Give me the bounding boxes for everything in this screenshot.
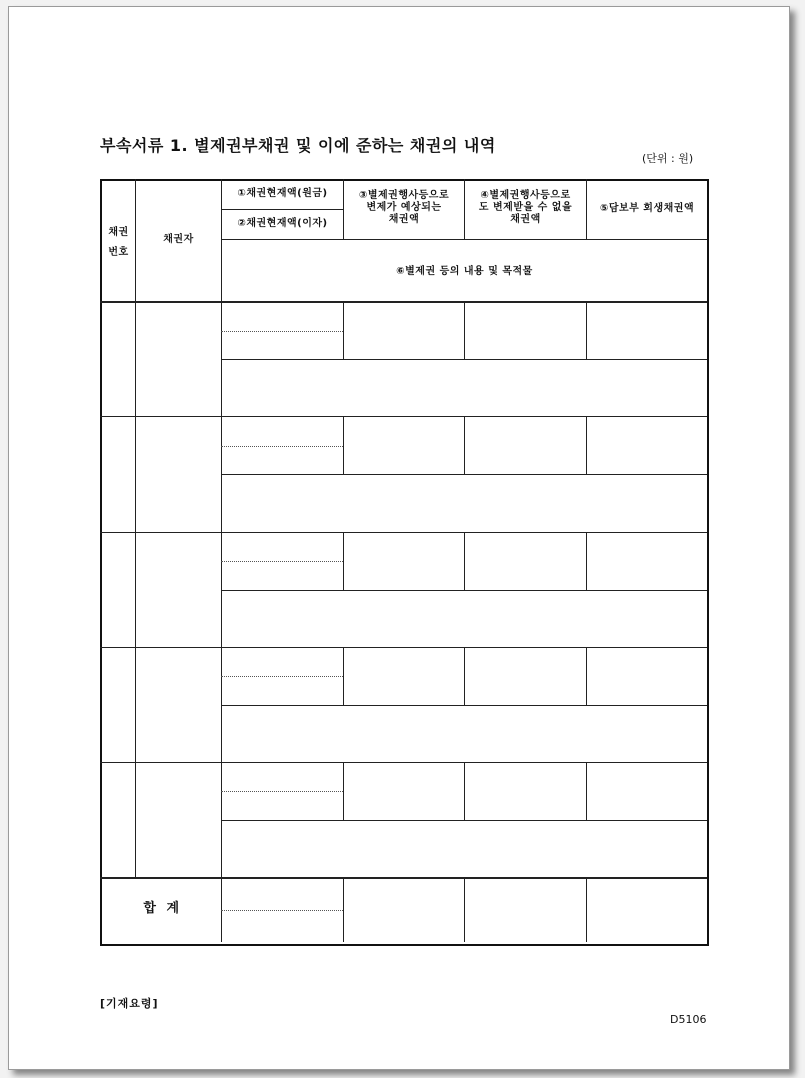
entry-amount-split bbox=[221, 820, 707, 821]
entry-amount-split bbox=[221, 474, 707, 475]
total-row-top bbox=[100, 877, 707, 879]
divider-after-number bbox=[135, 179, 136, 878]
entry-divider bbox=[464, 417, 465, 474]
header-secured-claim: ⑤담보부 회생채권액 bbox=[599, 203, 695, 214]
entry-divider bbox=[586, 763, 587, 820]
entry-divider bbox=[464, 648, 465, 705]
entry-divider bbox=[464, 302, 465, 359]
entry-row-bottom bbox=[100, 762, 707, 763]
entry-amount-split bbox=[221, 705, 707, 706]
total-divider bbox=[343, 878, 344, 942]
entry-dotted-line bbox=[221, 791, 343, 792]
claims-table bbox=[100, 179, 709, 946]
total-divider bbox=[586, 878, 587, 942]
entry-divider bbox=[586, 648, 587, 705]
header-creditor-number: 채권 번호 bbox=[108, 227, 129, 258]
header-creditor: 채권자 bbox=[163, 234, 194, 245]
header-row-split bbox=[221, 239, 707, 240]
entry-divider bbox=[343, 417, 344, 474]
entry-amount-split bbox=[221, 590, 707, 591]
entry-divider bbox=[586, 533, 587, 590]
entry-dotted-line bbox=[221, 676, 343, 677]
header-expected-repayment: ③별제권행사등으로 변제가 예상되는 채권액 bbox=[358, 190, 450, 225]
entry-divider bbox=[343, 763, 344, 820]
entry-divider bbox=[343, 648, 344, 705]
filing-instructions-label: [기재요령] bbox=[100, 997, 159, 1010]
entry-dotted-line bbox=[221, 561, 343, 562]
form-code: D5106 bbox=[670, 1013, 707, 1026]
header-security-details: ⑥별제권 등의 내용 및 목적물 bbox=[396, 266, 533, 277]
entry-divider bbox=[343, 533, 344, 590]
header-bottom bbox=[100, 301, 707, 303]
entry-dotted-line bbox=[221, 331, 343, 332]
entry-divider bbox=[464, 763, 465, 820]
entry-divider bbox=[464, 533, 465, 590]
header-principal: ①채권현재액(원금) bbox=[237, 188, 328, 199]
unit-note: (단위 : 원) bbox=[642, 152, 694, 165]
entry-divider bbox=[586, 417, 587, 474]
header-unrecoverable: ④별제권행사등으로 도 변제받을 수 없을 채권액 bbox=[478, 190, 573, 225]
total-divider bbox=[464, 878, 465, 942]
header-amount-split bbox=[221, 209, 343, 210]
header-interest: ②채권현재액(이자) bbox=[237, 218, 328, 229]
entry-dotted-line bbox=[221, 446, 343, 447]
entry-amount-split bbox=[221, 359, 707, 360]
entry-row-bottom bbox=[100, 416, 707, 417]
entry-divider bbox=[586, 302, 587, 359]
total-label: 합 계 bbox=[143, 901, 180, 916]
total-dotted-line bbox=[221, 910, 343, 911]
entry-row-bottom bbox=[100, 532, 707, 533]
table-border bbox=[100, 179, 709, 946]
entry-divider bbox=[343, 302, 344, 359]
entry-row-bottom bbox=[100, 647, 707, 648]
document-title: 부속서류 1. 별제권부채권 및 이에 준하는 채권의 내역 bbox=[100, 136, 496, 155]
